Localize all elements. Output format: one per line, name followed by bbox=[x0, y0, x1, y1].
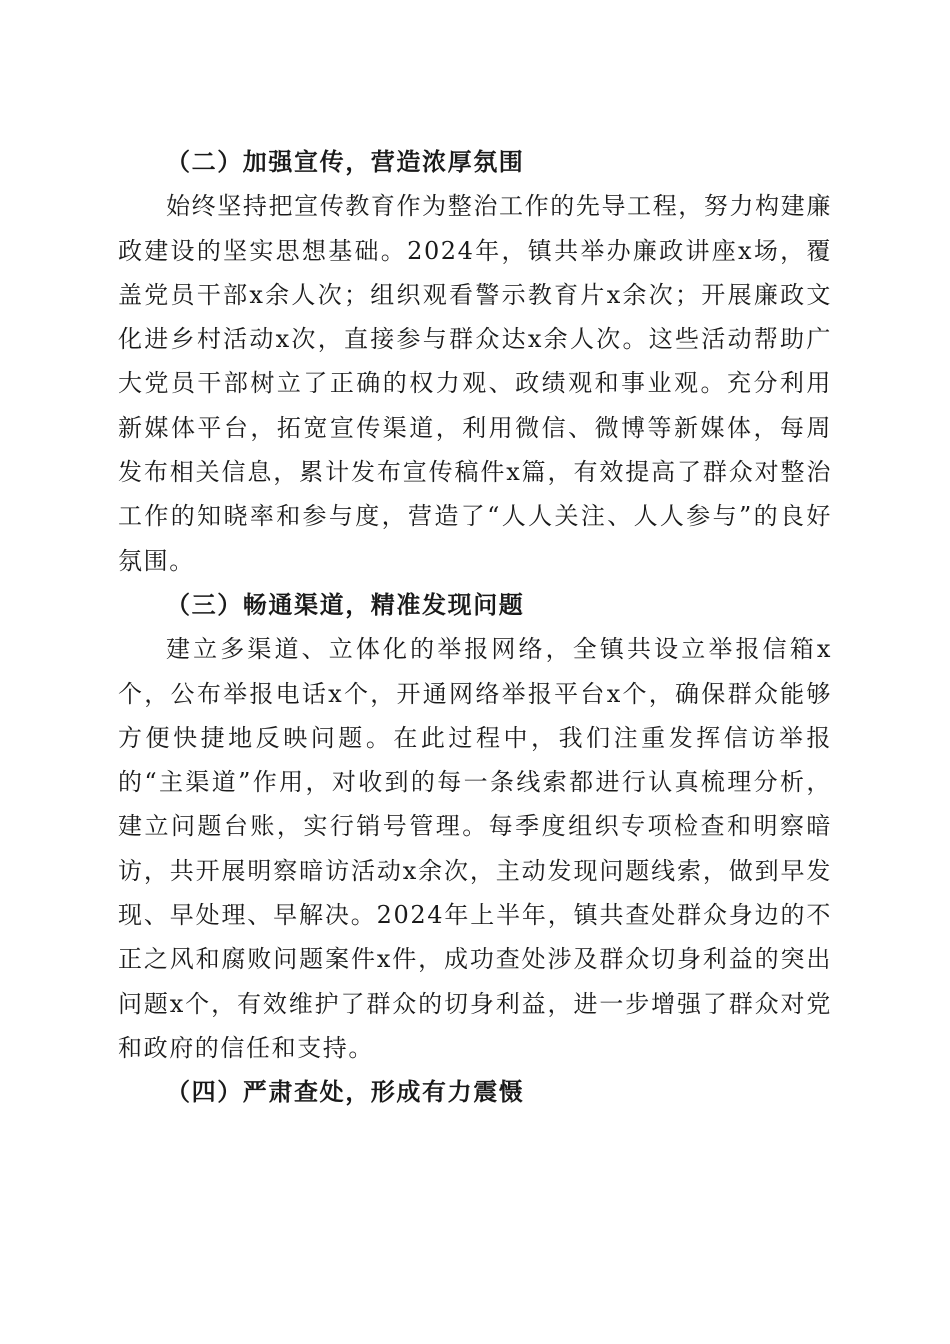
section-heading-4: （四）严肃查处，形成有力震慑 bbox=[166, 1077, 525, 1107]
section-paragraph-3: 建立多渠道、立体化的举报网络，全镇共设立举报信箱x个，公布举报电话x个，开通网络举报平台x个，确保群众能够方便快捷地反映问题。在此过程中，我们注重发挥信访举报的“主渠道”作用，对收到的每一条线索都进行认真梳理分析，建立问题台账，实行销号管理。每季度组织专项检查和明察暗访，共开展明察暗访活动x余次，主动发现问题线索，做到早发现、早处理、早解决。2024年上半年，镇共查处群众身边的不正之风和腐败问题案件x件，成功查处涉及群众切身利益的突出问题x个，有效维护了群众的切身利益，进一步增强了群众对党和政府的信任和支持。 bbox=[118, 635, 832, 1062]
section-heading-3: （三）畅通渠道，精准发现问题 bbox=[166, 589, 525, 619]
section-heading-2: （二）加强宣传，营造浓厚氛围 bbox=[166, 147, 525, 176]
document-body bbox=[118, 140, 832, 1115]
section-paragraph-2: 始终坚持把宣传教育作为整治工作的先导工程，努力构建廉政建设的坚实思想基础。2024年，镇共举办廉政讲座x场，覆盖党员干部x余人次；组织观看警示教育片x余次；开展廉政文化进乡村活动x次，直接参与群众达x余人次。这些活动帮助广大党员干部树立了正确的权力观、政绩观和事业观。充分利用新媒体平台，拓宽宣传渠道，利用微信、微博等新媒体，每周发布相关信息，累计发布宣传稿件x篇，有效提高了群众对整治工作的知晓率和参与度，营造了“人人关注、人人参与”的良好氛围。 bbox=[118, 192, 832, 575]
